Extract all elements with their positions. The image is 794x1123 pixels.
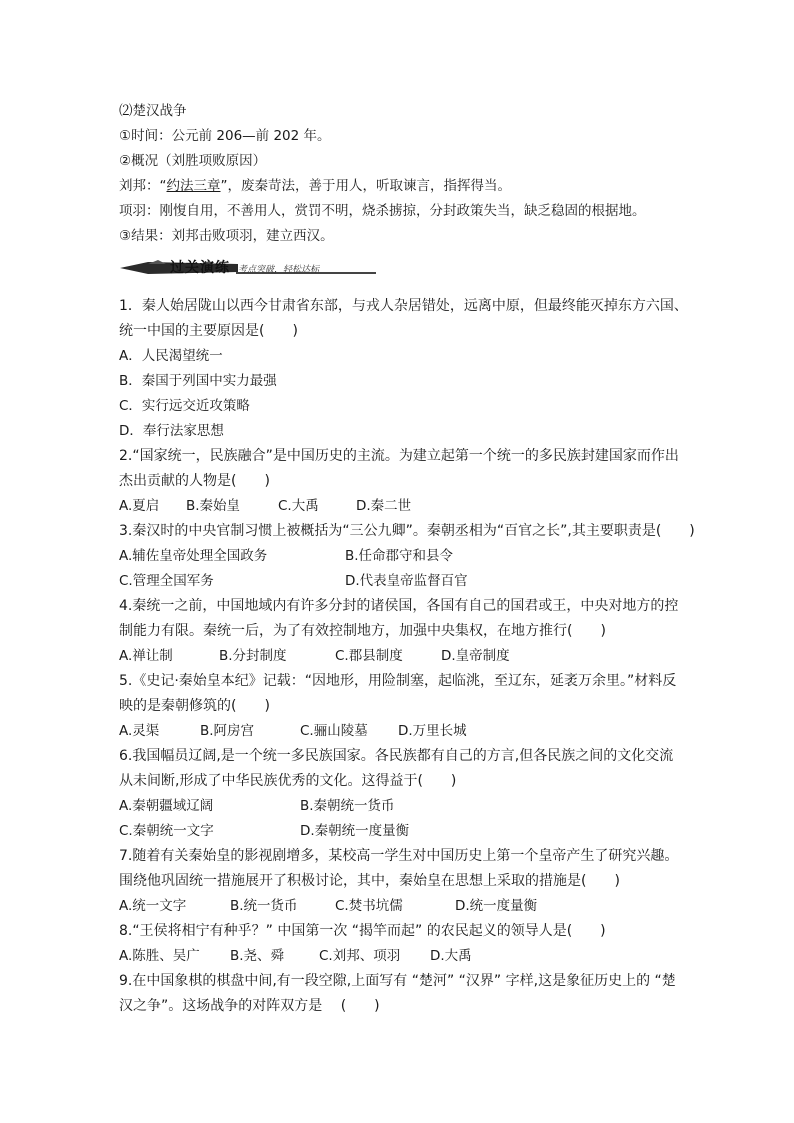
question-8-option-c: C.刘邦、项羽 [319,948,401,964]
question-5-line-2: 映的是秦朝修筑的( ) [119,698,270,714]
question-4-line-1: 4.秦统一之前，中国地域内有许多分封的诸侯国，各国有自己的国君或王，中央对地方的控 [119,598,679,614]
question-2-option-c: C.大禹 [278,498,319,514]
section-result: ③结果：刘邦击败项羽，建立西汉。 [119,228,334,244]
question-1-option-d: D．奉行法家思想 [119,423,224,439]
question-9-line-2: 汉之争”。这场战争的对阵双方是 ( ) [119,998,380,1014]
question-8-line-1: 8.“王侯将相宁有种乎？” 中国第一次 “揭竿而起” 的农民起义的领导人是( ) [119,923,606,939]
question-8-option-a: A.陈胜、吴广 [119,948,200,964]
question-6-line-2: 从未间断,形成了中华民族优秀的文化。这得益于( ) [119,773,457,789]
question-1-option-a: A．人民渴望统一 [119,348,223,364]
question-2-option-b: B.秦始皇 [186,498,241,514]
question-6-option-b: B.秦朝统一货币 [300,798,395,814]
practice-banner [118,256,378,280]
question-1-option-b: B．秦国于列国中实力最强 [119,373,277,389]
question-4-line-2: 制能力有限。秦统一后，为了有效控制地方，加强中央集权，在地方推行( ) [119,623,606,639]
question-1-option-c: C．实行远交近攻策略 [119,398,250,414]
question-6-option-c: C.秦朝统一文字 [119,823,214,839]
banner-title: 过关演练 [170,260,230,276]
question-8-option-d: D.大禹 [430,948,472,964]
question-7-option-a: A.统一文字 [119,898,187,914]
liubang-key-term: 约法三章 [166,178,221,194]
question-7-option-c: C.焚书坑儒 [335,898,403,914]
liubang-prefix: 刘邦：“ [119,178,167,194]
question-2-line-2: 杰出贡献的人物是( ) [119,473,270,489]
question-7-line-1: 7.随着有关秦始皇的影视剧增多，某校高一学生对中国历史上第一个皇帝产生了研究兴趣。 [119,848,679,864]
question-2-option-d: D.秦二世 [356,498,412,514]
question-7-option-b: B.统一货币 [230,898,298,914]
question-3-option-a: A.辅佐皇帝处理全国政务 [119,548,268,564]
question-3-option-c: C.管理全国军务 [119,573,214,589]
question-4-option-c: C.郡县制度 [335,648,403,664]
question-2-option-a: A.夏启 [119,498,160,514]
question-4-option-d: D.皇帝制度 [441,648,510,664]
question-3-option-d: D.代表皇帝监督百官 [345,573,468,589]
question-2-line-1: 2.“国家统一，民族融合”是中国历史的主流。为建立起第一个统一的多民族封建国家而作出 [119,448,679,464]
question-8-option-b: B.尧、舜 [230,948,285,964]
question-6-option-d: D.秦朝统一度量衡 [300,823,410,839]
question-5-option-b: B.阿房宫 [200,723,255,739]
section-xiangyu: 项羽：刚愎自用，不善用人，赏罚不明，烧杀掳掠，分封政策失当，缺乏稳固的根据地。 [119,203,646,219]
liubang-rest: ”，废秦苛法，善于用人，听取谏言，指挥得当。 [220,178,511,194]
question-6-option-a: A.秦朝疆域辽阔 [119,798,214,814]
question-9-line-1: 9.在中国象棋的棋盘中间,有一段空隙,上面写有 “楚河” “汉界” 字样,这是象征历史上的 “楚 [119,973,676,989]
question-3-line-1: 3.秦汉时的中央官制习惯上被概括为“三公九卿”。秦朝丞相为“百官之长”,其主要职责是( ) [119,523,695,539]
question-4-option-a: A.禅让制 [119,648,173,664]
question-7-option-d: D.统一度量衡 [455,898,538,914]
question-7-line-2: 围绕他巩固统一措施展开了积极讨论，其中，秦始皇在思想上采取的措施是( ) [119,873,620,889]
section-overview: ②概况（刘胜项败原因） [119,153,267,169]
banner-subtitle: 考点突破，轻松达标 [238,265,320,275]
section-heading: ⑵楚汉战争 [119,103,187,119]
section-time: ①时间：公元前 206—前 202 年。 [119,128,331,144]
question-1-line-1: 1．秦人始居陇山以西今甘肃省东部，与戎人杂居错处，远离中原，但最终能灭掉东方六国、 [119,298,688,314]
question-5-option-a: A.灵渠 [119,723,160,739]
question-5-line-1: 5.《史记·秦始皇本纪》记载：“因地形，用险制塞，起临洮，至辽东，延袤万余里。”材料反 [119,673,677,689]
question-1-line-2: 统一中国的主要原因是( ) [119,323,298,339]
question-5-option-c: C.骊山陵墓 [300,723,368,739]
question-5-option-d: D.万里长城 [398,723,467,739]
question-6-line-1: 6.我国幅员辽阔,是一个统一多民族国家。各民族都有自己的方言,但各民族之间的文化交流 [119,748,674,764]
question-4-option-b: B.分封制度 [219,648,287,664]
section-liubang [119,177,511,195]
question-3-option-b: B.任命郡守和县令 [345,548,454,564]
